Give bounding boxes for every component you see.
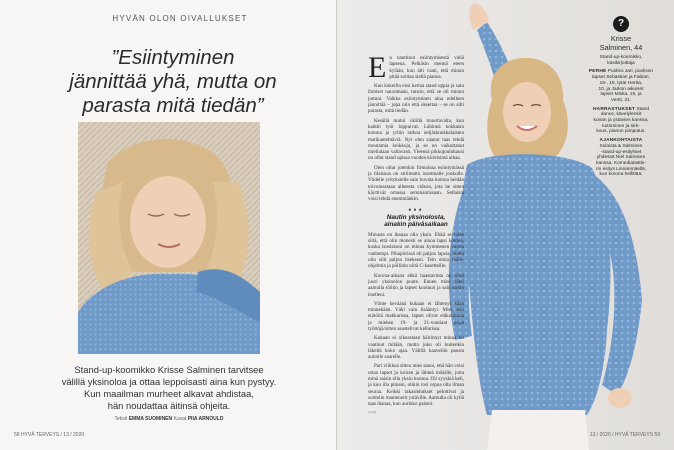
family-line: lapset Sebastian ja Fabian,	[592, 75, 650, 81]
folio-right: 13 / 2020 / HYVÄ TERVEYS 59	[589, 432, 660, 438]
continue-mark: >>>	[368, 410, 377, 416]
headline-line: ”Esiintyminen	[111, 46, 235, 69]
fact-box-hobbies	[583, 107, 659, 136]
drop-cap: E	[368, 51, 387, 84]
family-line: 15-, 19, tytär Hertta,	[599, 80, 643, 86]
article-paragraph: Viime keväänä kukaan ei lähtenyt kään minnekään. Väki vain lisääntyi. Mies teki etätöitä makkarissa, lapset olivat etäkoulussa ja miehen 19- ja 21-vuotiaat pojat työttöjä/sitten asustelivat kellarissa.	[368, 300, 464, 332]
name-line: Salminen, 44	[599, 42, 643, 52]
folio-left: 58 HYVÄ TERVEYS / 13 / 2020	[14, 432, 85, 438]
article-paragraph: Kukaan ei oikeastaan häirinnyt minua tai vaatinut mitään, mutta joku oli kuitenkin läheltä koko ajan. Välillä haaveilin paosta autiolle saarelle.	[368, 335, 464, 361]
article-paragraph: Minusta on ihanaa olla yksin. Ehkä se tulee siitä, että olin monesti se ainoa lapsi kotona, koska isosiskoni on minua kymmenen vuotta vanhempi. Pihapiirissä oli paljon lapsia, mutta olin silti paljon itsekseni. Tein omia radio-ohjelmia ja pöllötin niitä C-kasetteille.	[368, 231, 464, 270]
lede-line: Stand-up-koomikko Krisse Salminen tarvitsee	[74, 364, 264, 375]
subhead-line: ainakin päiväsaikaan	[384, 221, 448, 229]
left-page	[0, 0, 336, 450]
portrait-photo	[78, 122, 260, 354]
family-label: PERHE	[588, 69, 607, 75]
hobbies-line: Stand	[636, 106, 649, 112]
family-line: lapset Miska, 19, ja	[600, 92, 642, 98]
article-paragraph: Kesällä tuntui välillä muurtavalta, kun kaikki työt loppuivat. Lähinnä kokkasin kotona ja yritin ratkoa neljäshuokkalaisten matikantehtäviä. Nyt olen saanut taas tehdä muutamia keikkoja, ja se on vaikuttanut mielialaan valtavasti. Yleensä pikkujoulukausi on ollut stand upissa vuoden kiireisintä aikaa.	[368, 117, 464, 162]
article-body	[368, 51, 464, 417]
headline	[28, 46, 318, 118]
text-credit-author: EMMA SUOMINEN	[128, 416, 173, 422]
fact-box-name	[583, 35, 659, 52]
current-line: kanssa. Komediatastle-	[596, 160, 646, 166]
article-paragraph: n nauttinut esiintymisestä vielä lapsena. Pelkäsin mennä eteen kylään, kun äiti vaati, että minun pitää soittaa siellä pianoa.	[389, 55, 464, 80]
fact-box	[583, 16, 659, 181]
section-divider-dots: •••	[408, 204, 424, 215]
lede-line: hän noudattaa äitinsä ohjeita.	[107, 400, 231, 411]
family-line: Puoliso Jari, puolison	[607, 69, 654, 75]
current-line: Suloista & Salminen	[599, 143, 643, 149]
credits	[84, 416, 254, 422]
hobbies-line: kous, pianon pimputus.	[596, 129, 646, 135]
article-paragraph: Kun kokeilin ensi kertaa stand uppia ja sain ihmiset nauramaan, tunsin, että se oli minun juttuni. Vaikka esiintyminen aina edelleen jännittää – jopa niin että oksettaa – se on silti parasta, mitä tiedän.	[368, 83, 464, 115]
current-line: -stand-up-esitykset	[600, 149, 642, 155]
lede-line: Kun maailman murheet alkavat ahdistaa,	[84, 388, 254, 399]
fact-box-role	[583, 55, 659, 66]
current-line: kun korona hellittää.	[599, 172, 643, 178]
lede-line: välillä yksinoloa ja ottaa leppoisasti aina kun pystyy.	[61, 376, 277, 387]
hobbies-line: koiran ja ystävien kanssa, kutominen ja sirk-	[593, 118, 649, 129]
article-paragraph: Pari viikkoa sitten mies sanoi, että hän voisi ottaa lapset ja koiran ja lähteä mökille, jotta minä saisin olla yksin kotona. Oli syyskiä keli, ja kun illa pimeni, olikin tosi orpoa olla ilman seuraa. Keikki rakashdutkset pelottivat ja soittelin mantenerit ystäville. Aamulla oli kyllä taas ihanaa, kun aurinko paistoi.	[368, 363, 464, 408]
name-line: Krisse	[610, 34, 632, 43]
fact-box-family	[583, 69, 659, 103]
family-line: Vertti, 21.	[610, 97, 632, 103]
headline-line: parasta mitä tiedän”	[82, 94, 264, 117]
current-line: yhdessä Niel Salmisen	[596, 155, 646, 161]
text-credit-label: Teksti	[114, 416, 128, 422]
current-label: AJANKOHTAISTA	[599, 138, 643, 144]
portrait-illustration	[78, 122, 260, 354]
subhead-line: Nautin yksinolosta,	[386, 213, 446, 221]
current-line: rin esitys Linnanmäellä,	[595, 166, 647, 172]
headline-line: jännittää yhä, mutta on	[69, 70, 277, 93]
role-line: käsikirjoittaja	[607, 60, 635, 66]
lede	[58, 364, 280, 412]
photo-credit-label: Kuvat	[173, 416, 187, 422]
photo-credit-author: PIIA ARNOULD	[187, 416, 224, 422]
fact-box-current	[583, 138, 659, 178]
article-paragraph: Korona-aikana ehkä haastavinta on ollut juuri yksinolon puute. Ennen mies lähti aamulla töihin ja lapset kouluun ja sain kodin itselleni.	[368, 272, 464, 298]
hobbies-line: dance, kävelylenkit	[600, 112, 642, 118]
family-line: 10, ja Jarkon aikuiset	[598, 86, 644, 92]
section-label: HYVÄN OLON OIVALLUKSET	[112, 14, 248, 23]
article-paragraph: Olen ollut jotenkin firmoissa esiintymässä ja tilaisuus on striimattu isommalle joukolle. Yhdelle yrityksielle sain kuvata kotona heidän toivomastaan aiheesta videon, jota he sitten käyttivät omassa seminaarissaan. Sellaista voisi tehdä enemmänkin.	[368, 164, 464, 203]
question-mark-icon: ?	[613, 16, 629, 32]
article-subhead	[368, 214, 464, 229]
role-line: Stand-up-koomikko,	[599, 55, 643, 60]
hobbies-label: HARRASTUKSET	[593, 106, 636, 112]
